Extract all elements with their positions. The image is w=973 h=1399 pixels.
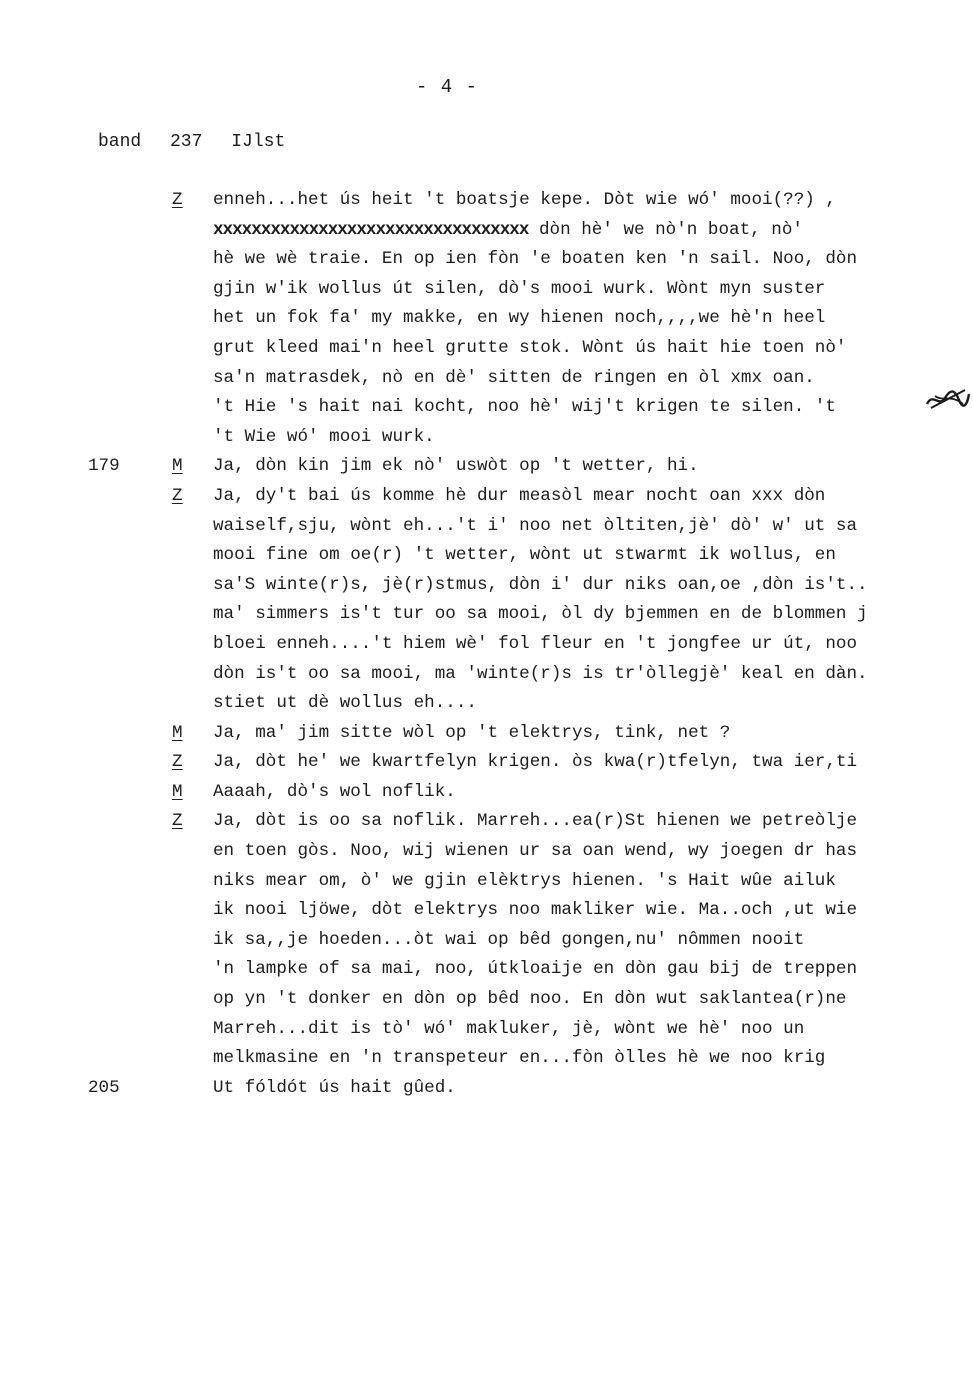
speaker-label: Z xyxy=(172,752,183,773)
line-text xyxy=(213,216,803,246)
transcript-line xyxy=(0,571,973,601)
document-header xyxy=(98,132,285,152)
transcript xyxy=(0,186,973,1103)
transcript-line xyxy=(0,186,973,216)
transcript-line xyxy=(0,1074,973,1104)
transcript-line xyxy=(0,245,973,275)
transcript-line xyxy=(0,482,973,512)
line-text: Ja, dy't bai ús komme hè dur measòl mear nocht oan xxx dòn xyxy=(213,485,826,506)
line-text: het un fok fa' my makke, en wy hienen noch,,,,we hè'n heel xyxy=(213,308,826,329)
place-label: IJlst xyxy=(231,132,286,152)
line-text: Aaaah, dò's wol noflik. xyxy=(213,781,456,802)
transcript-line xyxy=(0,689,973,719)
transcript-line xyxy=(0,1015,973,1045)
transcript-line xyxy=(0,778,973,808)
transcript-line xyxy=(0,216,973,246)
line-text: 't Hie 's hait nai kocht, noo hè' wij't krigen te silen. 't xyxy=(213,397,836,418)
line-text: bloei enneh....'t hiem wè' fol fleur en 't jongfee ur út, noo xyxy=(213,633,858,654)
line-text: grut kleed mai'n heel grutte stok. Wònt ús hait hie toen nò' xyxy=(213,337,847,358)
line-text: op yn 't donker en dòn op bêd noo. En dòn wut saklantea(r)ne xyxy=(213,989,847,1010)
line-text: niks mear om, ò' we gjin elèktrys hienen. 's Hait wûe ailuk xyxy=(213,870,836,891)
transcript-line xyxy=(0,896,973,926)
line-text: Ja, dòn kin jim ek nò' uswòt op 't wetter, hi. xyxy=(213,456,699,477)
line-text: gjin w'ik wollus út silen, dò's mooi wurk. Wònt myn suster xyxy=(213,278,826,299)
page-number: - 4 - xyxy=(416,76,479,98)
line-text: stiet ut dè wollus eh.... xyxy=(213,693,477,714)
line-text-rest: dòn hè' we nò'n boat, nò' xyxy=(528,219,803,240)
line-text: dòn is't oo sa mooi, ma 'winte(r)s is tr'òllegjè' keal en dàn. xyxy=(213,663,868,684)
transcript-line xyxy=(0,660,973,690)
line-text: 'n lampke of sa mai, noo, útkloaije en dòn gau bij de treppen xyxy=(213,959,858,980)
transcript-line xyxy=(0,837,973,867)
line-number: 205 xyxy=(88,1077,120,1098)
line-text: melkmasine en 'n transpeteur en...fòn òlles hè we noo krig xyxy=(213,1048,826,1069)
transcript-line xyxy=(0,541,973,571)
speaker-label: Z xyxy=(172,190,183,210)
line-text: 't Wie wó' mooi wurk. xyxy=(213,426,435,447)
line-text: enneh...het ús heit 't boatsje kepe. Dòt wie wó' mooi(??) , xyxy=(213,190,836,210)
speaker-label: Z xyxy=(172,485,183,506)
line-text: hè we wè traie. En op ien fòn 'e boaten ken 'n sail. Noo, dòn xyxy=(213,249,858,270)
transcript-line xyxy=(0,630,973,660)
line-text: Ut fóldót ús hait gûed. xyxy=(213,1077,456,1098)
transcript-line xyxy=(0,304,973,334)
transcript-line xyxy=(0,926,973,956)
line-text: mooi fine om oe(r) 't wetter, wònt ut stwarmt ik wollus, en xyxy=(213,545,836,566)
speaker-label: Z xyxy=(172,811,183,832)
band-label: band 237 xyxy=(98,132,203,152)
line-number: 179 xyxy=(88,456,120,477)
transcript-line xyxy=(0,452,973,482)
transcript-line xyxy=(0,867,973,897)
line-text: Ja, dòt he' we kwartfelyn krigen. òs kwa(r)tfelyn, twa ier,ti xyxy=(213,752,858,773)
line-text: ik nooi ljöwe, dòt elektrys noo makliker wie. Ma..och ,ut wie xyxy=(213,900,858,921)
transcript-line xyxy=(0,393,973,423)
transcript-line xyxy=(0,719,973,749)
line-text: Ja, dòt is oo sa noflik. Marreh...ea(r)St hienen we petreòlje xyxy=(213,811,858,832)
transcript-line xyxy=(0,423,973,453)
transcript-line xyxy=(0,364,973,394)
line-text: sa'S winte(r)s, jè(r)stmus, dòn i' dur niks oan,oe ,dòn is't.. xyxy=(213,574,868,595)
transcript-line xyxy=(0,512,973,542)
line-text: en toen gòs. Noo, wij wienen ur sa oan wend, wy joegen dr has xyxy=(213,841,858,862)
speaker-label: M xyxy=(172,456,183,477)
speaker-label: M xyxy=(172,781,183,802)
transcript-line xyxy=(0,807,973,837)
line-text: Marreh...dit is tò' wó' makluker, jè, wònt we hè' noo un xyxy=(213,1018,805,1039)
transcript-line xyxy=(0,600,973,630)
handwritten-scribble-icon xyxy=(925,386,971,412)
transcript-line xyxy=(0,748,973,778)
transcript-line xyxy=(0,334,973,364)
struck-out-text: xxxxxxxxxxxxxxxxxxxxxxxxxxxxxxxxx xyxy=(213,219,529,240)
line-text: sa'n matrasdek, nò en dè' sitten de ringen en òl xmx oan. xyxy=(213,367,815,388)
transcript-line xyxy=(0,985,973,1015)
transcript-line xyxy=(0,275,973,305)
transcript-line xyxy=(0,1044,973,1074)
line-text: ik sa,,je hoeden...òt wai op bêd gongen,nu' nômmen nooit xyxy=(213,929,805,950)
speaker-label: M xyxy=(172,722,183,743)
line-text: Ja, ma' jim sitte wòl op 't elektrys, tink, net ? xyxy=(213,722,731,743)
transcript-line xyxy=(0,955,973,985)
line-text: ma' simmers is't tur oo sa mooi, òl dy bjemmen en de blommen j xyxy=(213,604,868,625)
line-text: waiself,sju, wònt eh...'t i' noo net òltiten,jè' dò' w' ut sa xyxy=(213,515,858,536)
